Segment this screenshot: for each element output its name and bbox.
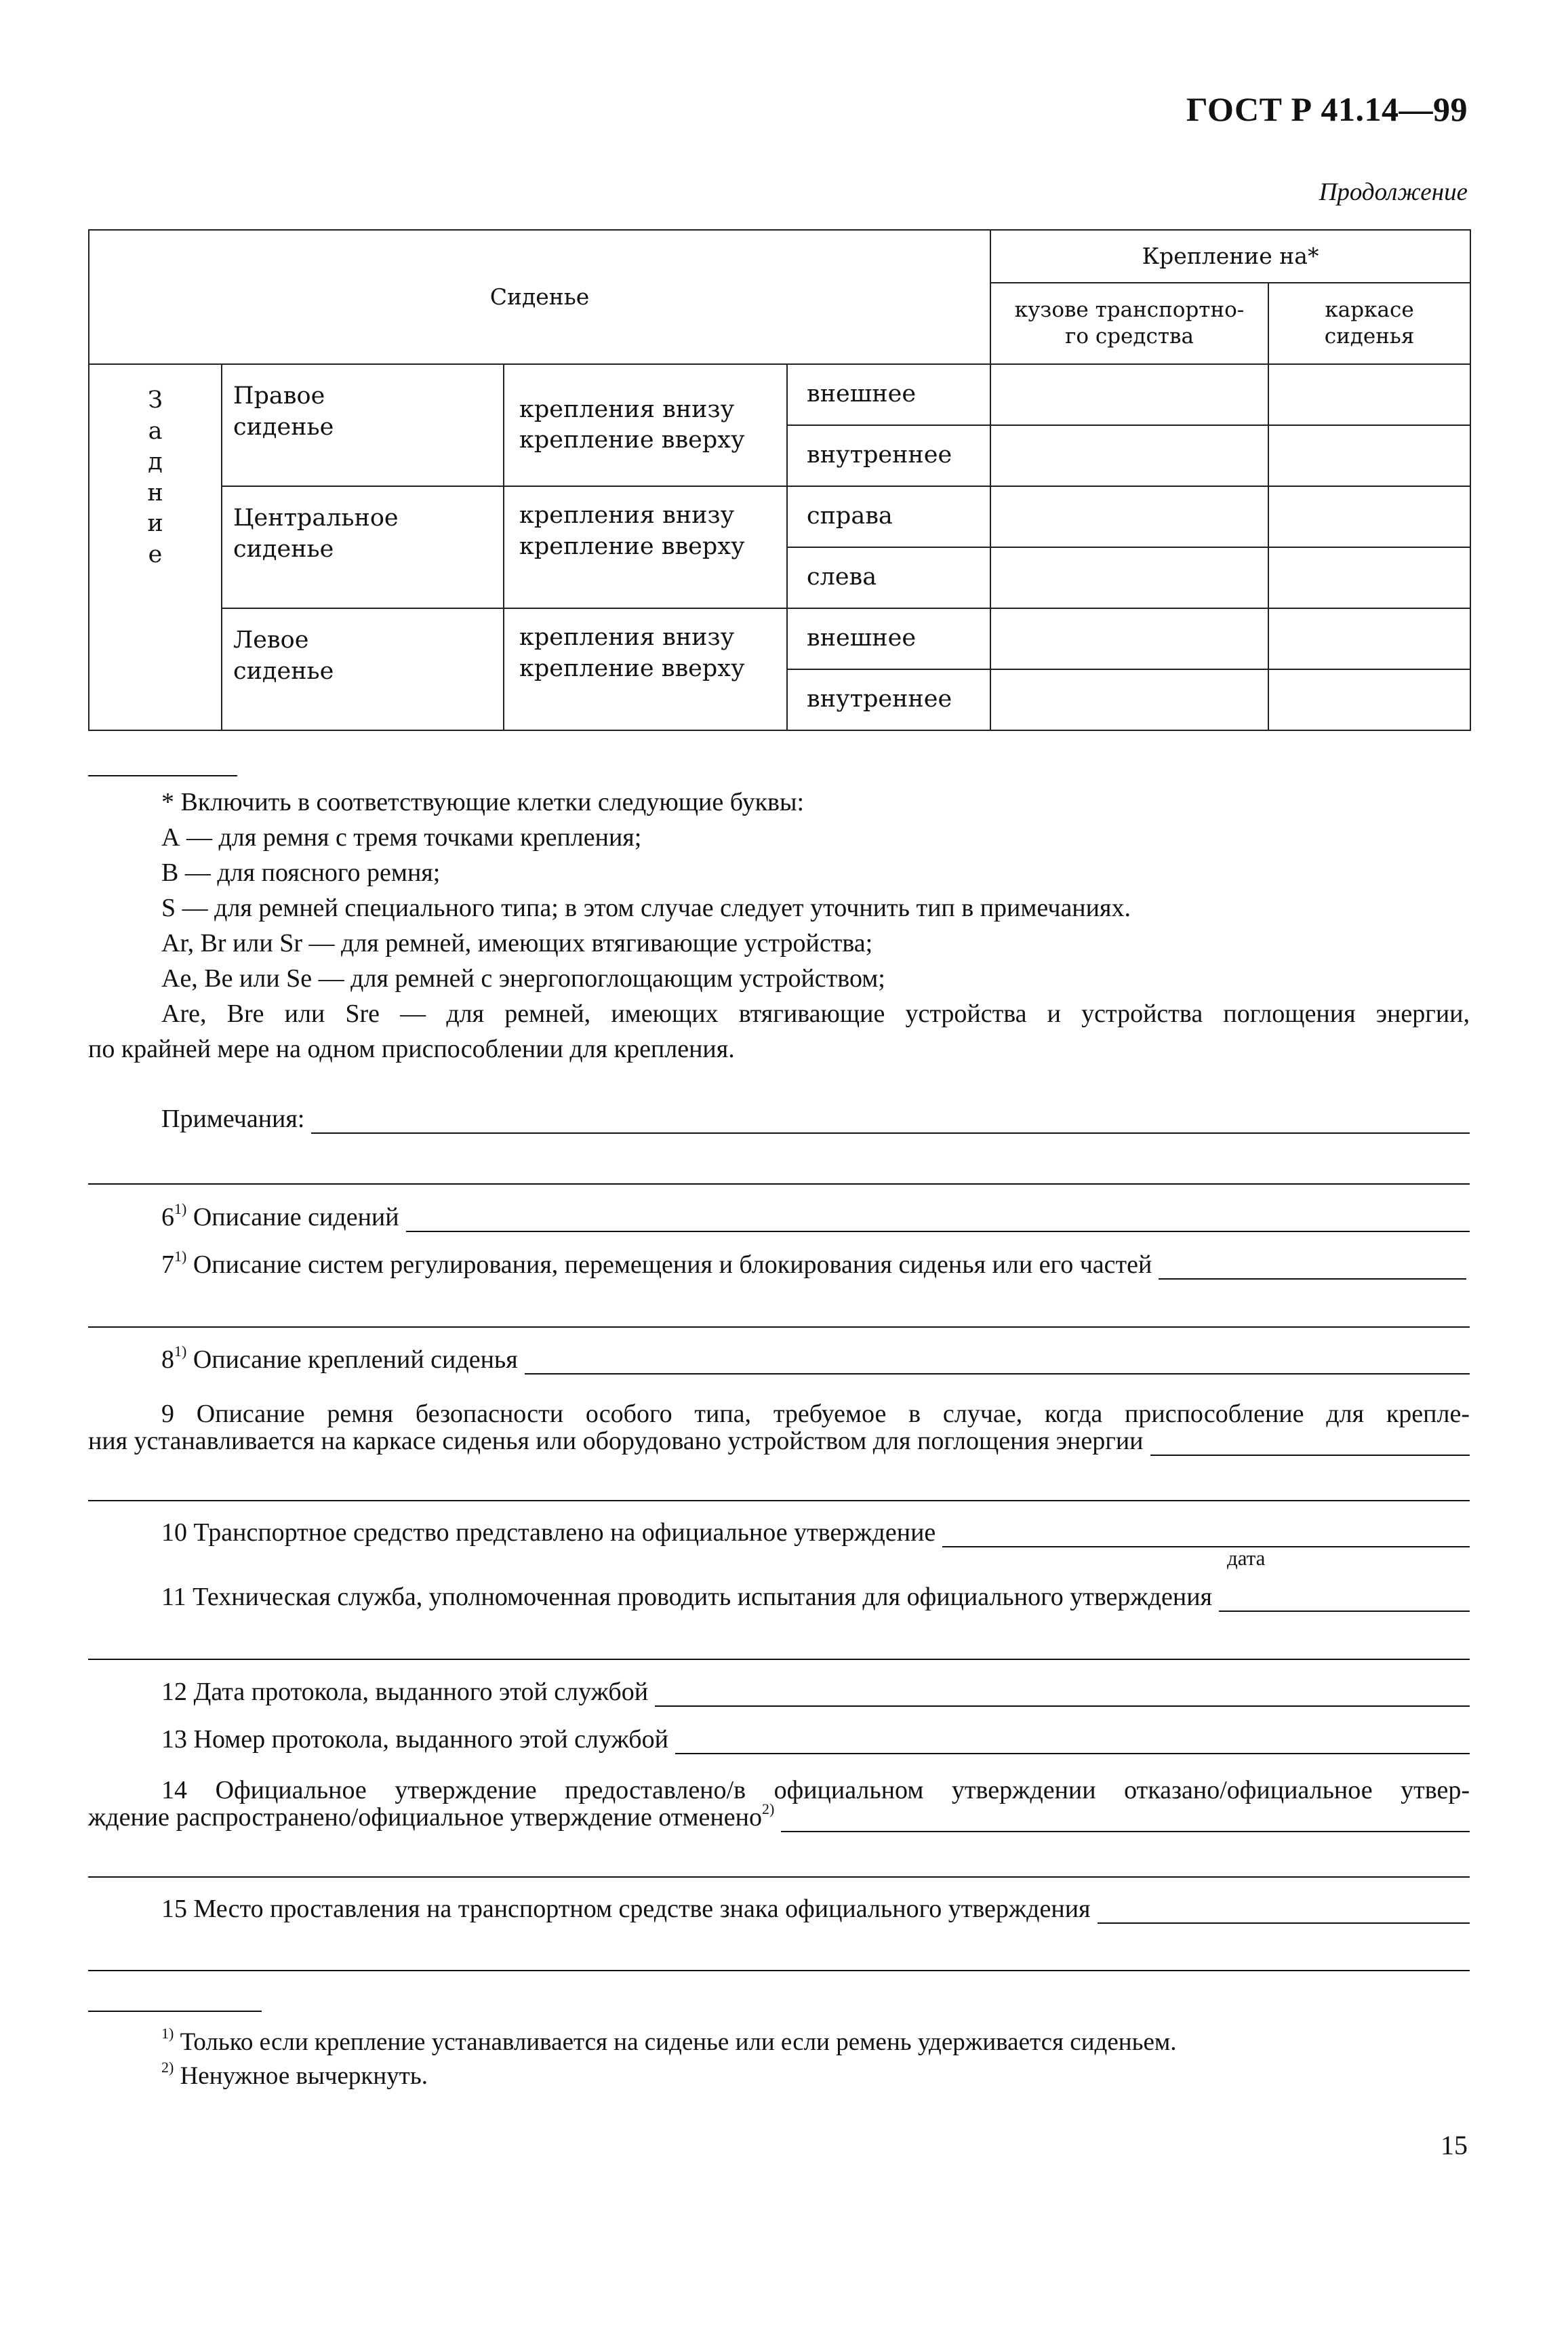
footnote-separator — [88, 775, 237, 776]
item-11-field — [161, 1583, 1470, 1612]
right-seat-label: Правое сиденье — [222, 364, 504, 486]
seat-header: Сиденье — [89, 230, 990, 364]
frame-fixing-cell[interactable] — [1268, 425, 1470, 486]
item-15-line[interactable] — [1098, 1902, 1470, 1924]
remarks-line[interactable] — [311, 1112, 1470, 1134]
document-code: ГОСТ Р 41.14—99 — [1186, 90, 1468, 128]
seat-anchorage-table — [88, 229, 1471, 731]
frame-fixing-cell[interactable] — [1268, 669, 1470, 730]
item-9-line-1: 9 Описание ремня безопасности особого типа, требуемое в случае, когда приспособление для крепле- — [161, 1400, 1470, 1428]
item-10-label: 10 Транспортное средство представлено на официальное утверждение — [161, 1518, 936, 1547]
position-cell: внутреннее — [787, 425, 990, 486]
item-11-line-2[interactable] — [88, 1659, 1470, 1660]
note-line: Ar, Br или Sr — для ремней, имеющих втягивающие устройства; — [161, 929, 873, 957]
remarks-field — [161, 1105, 1470, 1134]
item-12-field — [161, 1678, 1470, 1707]
item-10-field — [161, 1519, 1470, 1547]
item-14-label: ждение распространено/официальное утверждение отменено$^{2)}$ — [88, 1800, 775, 1832]
body-fixing-cell[interactable] — [990, 547, 1268, 608]
frame-fixing-cell[interactable] — [1268, 547, 1470, 608]
note-line: Are, Bre или Sre — для ремней, имеющих втягивающие устройства и устройства поглощения энергии, — [161, 1000, 1470, 1028]
body-fixing-cell[interactable] — [990, 425, 1268, 486]
footnote-2-mark: 2) — [161, 2059, 174, 2076]
item-9-line-2: ния устанавливается на каркасе сиденья или оборудовано устройством для поглощения энергии — [88, 1427, 1144, 1455]
item-6-label: 6$^{1)}$ Описание сидений — [161, 1200, 399, 1231]
item-14-line-2[interactable] — [88, 1876, 1470, 1878]
note-line: по крайней мере на одном приспособлении для крепления. — [88, 1035, 735, 1063]
remarks-label: Примечания: — [161, 1105, 305, 1133]
item-8-field — [161, 1343, 1470, 1375]
footnote-1-mark: 1) — [161, 2025, 174, 2042]
item-8-label: 8$^{1)}$ Описание креплений сиденья — [161, 1343, 518, 1374]
item-7-label: 7$^{1)}$ Описание систем регулирования, перемещения и блокирования сиденья или его частей — [161, 1248, 1152, 1279]
item-9-line-extra[interactable] — [88, 1500, 1470, 1501]
footnote-separator — [88, 2011, 262, 2012]
center-seat-mounting: крепления внизу крепление вверху — [504, 486, 787, 608]
item-14-line[interactable] — [781, 1811, 1470, 1832]
item-13-field — [161, 1726, 1470, 1754]
footnote-2-text: Ненужное вычеркнуть. — [180, 2062, 428, 2090]
seat-frame-header: каркасе сиденья — [1268, 283, 1470, 364]
item-7-line[interactable] — [1159, 1258, 1466, 1280]
item-6-field — [161, 1200, 1470, 1232]
body-fixing-cell[interactable] — [990, 364, 1268, 425]
note-line: Ae, Be или Se — для ремней с энергопоглощающим устройством; — [161, 964, 885, 993]
left-seat-mounting: крепления внизу крепление вверху — [504, 608, 787, 730]
item-12-line[interactable] — [655, 1685, 1470, 1707]
rear-letter: д — [148, 448, 163, 475]
position-cell: справа — [787, 486, 990, 547]
body-fixing-cell[interactable] — [990, 608, 1268, 669]
rear-letter: а — [148, 417, 163, 445]
item-7-line-2[interactable] — [88, 1326, 1470, 1328]
item-9-field — [88, 1427, 1470, 1456]
footnote-1-text: Только если крепление устанавливается на сиденье или если ремень удерживается сиденьем. — [180, 2028, 1177, 2056]
rear-letter: и — [147, 510, 163, 537]
vehicle-body-header: кузове транспортно- го средства — [990, 283, 1268, 364]
page-number: 15 — [1441, 2130, 1468, 2160]
fixing-header: Крепление на* — [990, 230, 1470, 283]
right-seat-mounting: крепления внизу крепление вверху — [504, 364, 787, 486]
rear-vertical-label — [89, 364, 222, 730]
footnote-2 — [161, 2061, 428, 2091]
rear-letter: З — [148, 387, 163, 414]
item-6-line[interactable] — [406, 1210, 1470, 1232]
continuation-label: Продолжение — [1319, 178, 1468, 206]
item-11-label: 11 Техническая служба, уполномоченная проводить испытания для официального утверждения — [161, 1583, 1213, 1611]
note-line: В — для поясного ремня; — [161, 858, 441, 887]
position-cell: внешнее — [787, 364, 990, 425]
item-13-line[interactable] — [675, 1733, 1470, 1754]
note-intro: * Включить в соответствующие клетки следующие буквы: — [161, 788, 805, 816]
item-12-label: 12 Дата протокола, выданного этой службой — [161, 1678, 649, 1706]
frame-fixing-cell[interactable] — [1268, 608, 1470, 669]
position-cell: слева — [787, 547, 990, 608]
date-caption: дата — [1227, 1546, 1266, 1570]
center-seat-label: Центральное сиденье — [222, 486, 504, 608]
position-cell: внешнее — [787, 608, 990, 669]
note-line: S — для ремней специального типа; в этом случае следует уточнить тип в примечаниях. — [161, 894, 1131, 922]
item-14-line-1: 14 Официальное утверждение предоставлено/в официальном утверждении отказано/официальное утвер- — [161, 1776, 1470, 1804]
rear-letter: н — [147, 479, 163, 507]
remarks-line-2[interactable] — [88, 1183, 1470, 1185]
body-fixing-cell[interactable] — [990, 486, 1268, 547]
item-10-line[interactable] — [942, 1526, 1470, 1547]
body-fixing-cell[interactable] — [990, 669, 1268, 730]
item-15-line-2[interactable] — [88, 1970, 1470, 1971]
item-14-field — [88, 1800, 1470, 1832]
item-15-field — [161, 1895, 1470, 1924]
item-11-line[interactable] — [1219, 1590, 1470, 1612]
item-13-label: 13 Номер протокола, выданного этой службой — [161, 1725, 668, 1754]
position-cell: внутреннее — [787, 669, 990, 730]
note-line: А — для ремня с тремя точками крепления; — [161, 823, 642, 852]
item-7-field — [161, 1248, 1466, 1280]
frame-fixing-cell[interactable] — [1268, 486, 1470, 547]
frame-fixing-cell[interactable] — [1268, 364, 1470, 425]
rear-letter: е — [148, 540, 163, 568]
item-15-label: 15 Место проставления на транспортном средстве знака официального утверждения — [161, 1895, 1091, 1923]
left-seat-label: Левое сиденье — [222, 608, 504, 730]
footnote-1 — [161, 2025, 1177, 2057]
item-8-line[interactable] — [525, 1353, 1470, 1375]
item-9-line[interactable] — [1150, 1434, 1470, 1456]
